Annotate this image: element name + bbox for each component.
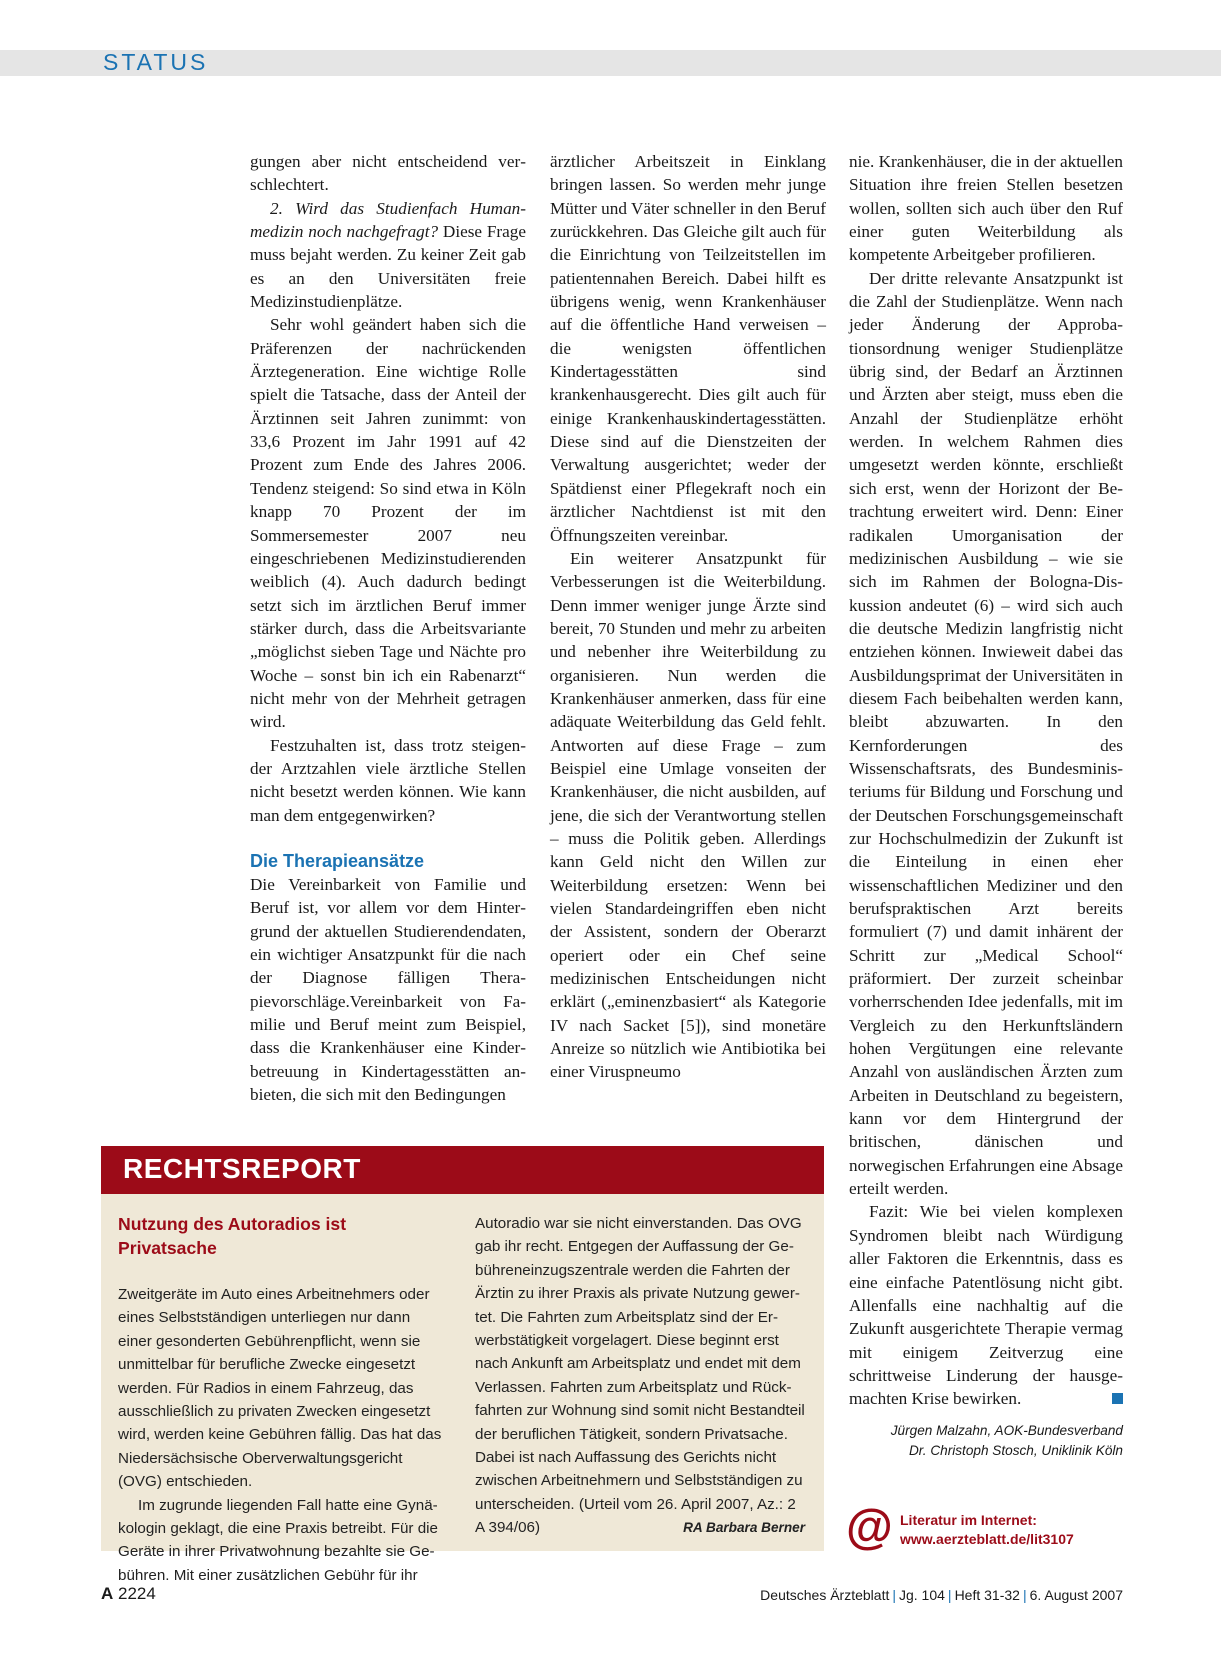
literature-url[interactable]: www.aerzteblatt.de/lit3107 [900, 1531, 1074, 1547]
section-label: STATUS [103, 49, 209, 75]
paragraph: Im zugrunde liegenden Fall hatte eine Gynäkologin geklagt, die eine Praxis betreibt. Für die Geräte in ihrer Privatwohnung bezahlte sie Gebühren. Mit einer zusätzlichen Gebühr für ihr [118, 1496, 438, 1584]
paragraph [250, 197, 526, 314]
rechtsreport-headline: Nutzung des Autoradios ist Privatsache [118, 1214, 347, 1258]
paragraph: ärztlicher Arbeitszeit in Einklang bringen lassen. So werden mehr junge Mütter und Väter schneller in den Beruf zurückkehren. Das Gleiche gilt auch für die Einrichtung von Teilzeitstellen im patientennahen Bereich. Dabei hilft es übrigens wenig, wenn Krankenhäuser auf die öffentliche Hand verweisen – die wenigsten öffentlichen Kindertagesstätten sind krankenhausgerecht. Dies gilt auch für einige Krankenhauskindertagesstätten. Diese sind auf die Dienstzeiten der Verwaltung ausgerichtet; weder der Spätdienst einer Pflegekraft noch ein ärztlicher Nachtdienst ist mit den Öffnungszeiten vereinbar. [550, 152, 826, 545]
paragraph: Der dritte relevante Ansatzpunkt ist die Zahl der Studienplätze. Wenn nach jeder Änderung der Approbationsordnung weniger Studienplätze übrig sind, der Bedarf an Ärztinnen und Ärzten aber steigt, muss eben die Anzahl der Studienplätze erhöht werden. In welchem Rahmen dies umgesetzt werden könnte, erschließt sich erst, wenn der Horizont der Betrachtung erweitert wird. Denn: Einer radikalen Umorganisation der medizinischen Ausbildung – wie sie sich im Rahmen der Bologna-Diskussion andeutet (6) – wird sich auch die deutsche Medizin langfristig nicht entziehen können. Inwieweit dabei das Ausbildungsprimat der Universitäten in diesem Fach beibehalten werden kann, bleibt abzuwarten. In den Kernforderungen des Wissenschaftsrats, des Bundesministeriums für Bildung und Forschung und der Deutschen Forschungsgemeinschaft zur Hochschulmedizin der Zukunft ist die Einteilung in einen eher wissenschaftlichen Mediziner und den berufspraktischen Arzt bereits formuliert (7) und damit inhärent der Schritt zur „Medical School“ präformiert. Der zurzeit scheinbar vorherrschenden Idee jedenfalls, mit im Vergleich zu den Herkunftsländern hohen Vergütungen eine relevante Anzahl von ausländischen Ärzten zum Arbeiten in Deutschland zu begeistern, kann vor dem Hintergrund der britischen, dänischen und norwegischen Erfahrungen eine Absage erteilt werden. [849, 268, 1123, 1199]
article-column-1 [250, 150, 526, 1106]
subheading: Die Therapieansätze [250, 850, 425, 871]
paragraph-text: Fazit: Wie bei vielen komplexen Syndromen bleibt nach Würdigung aller Faktoren die Erkenntnis, dass es eine einfache Patentlösung nicht gibt. Allenfalls eine nachhaltig auf die Zukunft ausgerichtete Therapie vermag mit einigem Zeitverzug eine schrittweise Linderung der hausgemachten Krise bewirken. [849, 1202, 1123, 1409]
journal-date: 6. August 2007 [1029, 1587, 1123, 1603]
end-of-article-square-icon [1112, 1393, 1123, 1404]
rechtsreport-title: RECHTSREPORT [123, 1153, 361, 1184]
rechtsreport-column-2 [475, 1212, 805, 1540]
literature-text [900, 1511, 1074, 1549]
literature-link-box [846, 1501, 1136, 1555]
rechtsreport-column-1 [118, 1212, 448, 1587]
journal-issue: Heft 31-32 [954, 1587, 1020, 1603]
paragraph: Die Vereinbarkeit von Familie und Beruf ist, vor allem vor dem Hintergrund der aktuellen Studierendendaten, ein wichtiger Ansatzpunkt für die nach der Diagnose fälligen Therapievorschläge.Vereinbarkeit von Familie und Beruf meint zum Beispiel, dass die Krankenhäuser eine Kinderbetreuung in Kindertagesstätten anbieten, die sich mit den Bedingungen [250, 874, 526, 1105]
paragraph: Zweitgeräte im Auto eines Arbeitnehmers oder eines Selbstständigen unterliegen nur dann einer gesonderten Gebührenpflicht, wenn sie unmittelbar für berufliche Zwecke eingesetzt werden. Für Radios in einem Fahrzeug, das ausschließlich zu privaten Zwecken eingesetzt wird, werden keine Gebühren fällig. Das hat das Niedersächsische Oberverwaltungsgericht (OVG) entschieden. [118, 1286, 442, 1491]
author-line: Dr. Christoph Stosch, Uniklinik Köln [908, 1442, 1123, 1458]
paragraph [475, 1212, 805, 1540]
page-number-value: 2224 [118, 1584, 156, 1603]
page-prefix: A [101, 1584, 114, 1603]
rechtsreport-author: RA Barbara Berner [683, 1520, 805, 1536]
journal-footer [760, 1587, 1123, 1603]
page-number [101, 1584, 156, 1604]
paragraph: Festzuhalten ist, dass trotz steigender Arztzahlen viele ärztliche Stellen nicht besetzt werden können. Wie kann man dem entgegenwirken? [250, 735, 526, 825]
paragraph: Sehr wohl geändert haben sich die Präferenzen der nachrückenden Ärztegeneration. Eine wichtige Rolle spielt die Tatsache, dass der Anteil der Ärztinnen seit Jahren zunimmt: von 33,6 Prozent im Jahr 1991 auf 42 Prozent zum Ende des Jahres 2006. Tendenz steigend: So sind etwa in Köln knapp 70 Prozent der im Sommersemester 2007 neu eingeschriebenen Medizinstudierenden weiblich (4). Auch dadurch bedingt setzt sich im ärztlichen Beruf immer stärker durch, dass die Arbeitsvariante „möglichst sieben Tage und Nächte pro Woche – sonst bin ich ein Rabenarzt“ nicht mehr von der Mehrheit getragen wird. [250, 315, 526, 732]
paragraph-text: Diese Frage muss bejaht werden. Zu keiner Zeit gab es an den Universitäten freie Medizinstudienplätze. [250, 222, 526, 312]
article-column-2 [550, 150, 826, 1084]
paragraph-text: Autoradio war sie nicht einverstanden. Das OVG gab ihr recht. Entgegen der Auffassung der Gebühreneinzugszentrale werden die Fahrten der Ärztin zu ihrer Praxis als private Nutzung gewertet. Die Fahrten zum Arbeitsplatz sind der Erwerbstätigkeit vorgelagert. Diese beginnt erst nach Ankunft am Arbeitsplatz und endet mit dem Verlassen. Fahrten zum Arbeitsplatz und Rückfahrten zur Wohnung sind somit nicht Bestandteil der beruflichen Tätigkeit, sondern Privatsache. Dabei ist nach Auffassung des Gerichts nicht zwischen Arbeitnehmern und Selbstständigen zu unterscheiden. (Urteil vom 26. April 2007, Az.: 2 A 394/06) [475, 1215, 805, 1537]
question-text: 2. Wird das Studienfach Humanmedizin noch nachgefragt? [250, 198, 526, 242]
article-column-3 [849, 150, 1123, 1461]
separator: | [947, 1587, 952, 1603]
paragraph: gungen aber nicht entscheidend verschlechtert. [250, 152, 526, 195]
journal-volume: Jg. 104 [898, 1587, 945, 1603]
author-line: Jürgen Malzahn, AOK-Bundesverband [890, 1422, 1123, 1438]
author-byline [849, 1421, 1123, 1461]
rechtsreport-box [101, 1194, 824, 1584]
separator: | [1022, 1587, 1027, 1603]
rechtsreport-header [101, 1146, 824, 1194]
separator: | [892, 1587, 896, 1603]
paragraph: Ein weiterer Ansatzpunkt für Verbesserungen ist die Weiterbildung. Denn immer weniger junge Ärzte sind bereit, 70 Stunden und mehr zu arbeiten und nebenher ihre Weiterbildung zu organisieren. Nun werden die Krankenhäuser anmerken, dass für eine adäquate Weiterbildung das Geld fehlt. Antworten auf diese Frage – zum Beispiel eine Umlage vonseiten der Krankenhäuser, die nicht ausbilden, auf jene, die sich der Verantwortung stellen – muss die Politik geben. Allerdings kann Geld nicht den Willen zur Weiterbildung ersetzen: Wenn bei vielen Standardeingriffen eben nicht der Assistent, sondern der Oberarzt operiert oder ein Chef seine medizinischen Entscheidungen nicht erklärt („eminenzbasiert“ als Kategorie IV nach Sacket [5]), sind monetäre Anreize so nützlich wie Antibiotika bei einer Viruspneumo [550, 548, 826, 1082]
at-sign-icon: @ [846, 1501, 893, 1554]
journal-name: Deutsches Ärzteblatt [760, 1587, 890, 1603]
literature-label: Literatur im Internet: [900, 1512, 1037, 1528]
paragraph [849, 1200, 1123, 1410]
paragraph: nie. Krankenhäuser, die in der aktuellen Situation ihre freien Stellen besetzen wollen, sollten sich auch über den Ruf einer guten Weiterbildung als kompetente Arbeitgeber profilieren. [849, 152, 1123, 265]
